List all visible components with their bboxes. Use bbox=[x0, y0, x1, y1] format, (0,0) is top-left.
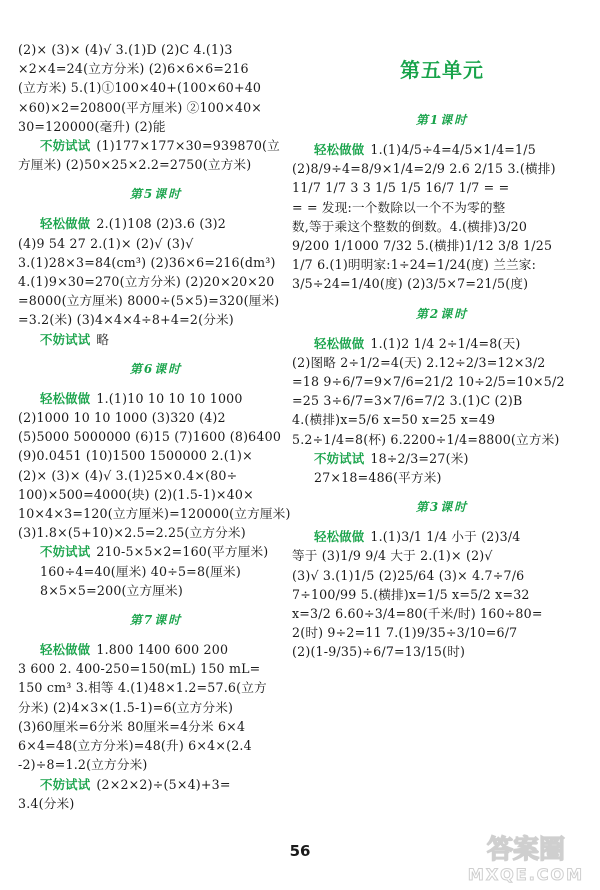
answer-line bbox=[18, 542, 294, 561]
answer-text: 3.4(分米) bbox=[18, 795, 75, 811]
exercise-label: 轻松做做 bbox=[314, 142, 365, 157]
answer-line bbox=[18, 485, 294, 504]
watermark-bottom: MXQE.COM bbox=[467, 865, 585, 884]
left-column bbox=[18, 40, 294, 813]
answer-line bbox=[292, 604, 592, 623]
answer-line bbox=[292, 198, 592, 217]
answer-line bbox=[292, 372, 592, 391]
answer-text: 等于 (3)1/9 9/4 大于 2.(1)× (2)√ bbox=[292, 548, 493, 564]
answer-text: (2)8/9÷4=8/9×1/4=2/9 2.6 2/15 3.(横排) bbox=[292, 161, 556, 177]
answer-text: 分米) (2)4×3×(1.5-1)=6(立方分米) bbox=[18, 699, 234, 715]
exercise-label: 不妨试试 bbox=[314, 450, 365, 466]
answer-line bbox=[292, 178, 592, 197]
answer-line bbox=[18, 446, 294, 465]
answer-line bbox=[18, 234, 294, 253]
answer-line bbox=[292, 353, 592, 372]
answer-text: 方厘米) (2)50×25×2.2=2750(立方米) bbox=[18, 157, 252, 173]
section-heading: 第7课时 bbox=[129, 613, 183, 628]
section-heading: 第1课时 bbox=[415, 113, 469, 127]
answer-line bbox=[18, 581, 294, 600]
answer-text: 2.(1)108 (2)3.6 (3)2 bbox=[96, 216, 226, 232]
answer-line bbox=[292, 217, 592, 236]
answer-line bbox=[18, 698, 294, 717]
answer-text: (2)× (3)× (4)√ 3.(1)25×0.4×(80÷ bbox=[18, 467, 238, 483]
answer-line bbox=[18, 717, 294, 736]
answer-line bbox=[18, 117, 294, 136]
answer-text: (2)× (3)× (4)√ 3.(1)D (2)C 4.(1)3 bbox=[18, 42, 233, 57]
answer-line bbox=[18, 253, 294, 272]
answer-text: (9)0.0451 (10)1500 1500000 2.(1)× bbox=[18, 448, 253, 464]
answer-text: 18÷2/3=27(米) bbox=[370, 450, 469, 466]
answer-text: 160÷4=40(厘米) 40÷5=8(厘米) bbox=[40, 563, 241, 579]
answer-text: 9/200 1/1000 7/32 5.(横排)1/12 3/8 1/25 bbox=[292, 238, 553, 254]
answer-line bbox=[292, 255, 592, 274]
answer-line bbox=[18, 504, 294, 523]
answer-line bbox=[18, 755, 294, 774]
answer-text: 4.(1)9×30=270(立方分米) (2)20×20×20 bbox=[18, 274, 275, 290]
answer-line bbox=[292, 159, 592, 178]
answer-line bbox=[18, 310, 294, 329]
answer-line bbox=[18, 155, 294, 174]
section-heading: 第3课时 bbox=[415, 500, 469, 515]
answer-line bbox=[292, 410, 592, 429]
answer-text: (3)√ 3.(1)1/5 (2)25/64 (3)× 4.7÷7/6 bbox=[292, 567, 525, 583]
answer-text: =3.2(米) (3)4×4×4÷8+4=2(分米) bbox=[18, 312, 234, 328]
answer-text: 略 bbox=[96, 331, 110, 347]
section-heading: 第5课时 bbox=[129, 187, 183, 202]
answer-text: (5)5000 5000000 (6)15 (7)1600 (8)6400 bbox=[18, 429, 282, 445]
answer-line bbox=[292, 585, 592, 604]
answer-text: ×60)×2=20800(平方厘米) ②100×40× bbox=[18, 99, 263, 115]
answer-text: 3 600 2. 400-250=150(mL) 150 mL= bbox=[18, 661, 261, 677]
answer-line bbox=[18, 136, 294, 155]
answer-line bbox=[18, 562, 294, 581]
page-number: 56 bbox=[289, 842, 311, 860]
answer-line bbox=[292, 391, 592, 410]
answer-text: (2×2×2)÷(5×4)+3= bbox=[96, 776, 231, 792]
answer-line bbox=[18, 427, 294, 446]
answer-text: 1.(1)3/1 1/4 小于 (2)3/4 bbox=[370, 529, 521, 545]
watermark-top: 答案圈 bbox=[486, 835, 566, 865]
exercise-label: 不妨试试 bbox=[40, 544, 91, 560]
answer-line bbox=[18, 214, 294, 233]
answer-line bbox=[292, 546, 592, 565]
answer-text: = = 发现:一个数除以一个不为零的整 bbox=[292, 199, 506, 215]
answer-text: 10×4×3=120(立方厘米)=120000(立方厘米) bbox=[18, 506, 291, 522]
answer-text: (1)177×177×30=939870(立 bbox=[96, 138, 280, 154]
answer-text: (2)(1-9/35)÷6/7=13/15(时) bbox=[292, 644, 466, 660]
answer-line bbox=[18, 98, 294, 117]
answer-text: (2)图略 2÷1/2=4(天) 2.12÷2/3=12×3/2 bbox=[292, 354, 546, 370]
answer-text: =8000(立方厘米) 8000÷(5×5)=320(厘米) bbox=[18, 293, 280, 309]
exercise-label: 轻松做做 bbox=[314, 529, 365, 545]
answer-line bbox=[18, 659, 294, 678]
answer-text: 5.2÷1/4=8(杯) 6.2200÷1/4=8800(立方米) bbox=[292, 431, 560, 447]
answer-line bbox=[292, 468, 592, 487]
answer-line bbox=[292, 527, 592, 546]
answer-line bbox=[292, 334, 592, 353]
answer-line bbox=[18, 794, 294, 813]
exercise-label: 不妨试试 bbox=[40, 776, 91, 792]
answer-line bbox=[292, 566, 592, 585]
exercise-label: 轻松做做 bbox=[40, 216, 91, 232]
answer-text: (3)1.8×(5+10)×2.5=2.25(立方分米) bbox=[18, 525, 246, 541]
answer-text: 7÷100/99 5.(横排)x=1/5 x=5/2 x=32 bbox=[292, 586, 530, 602]
exercise-label: 不妨试试 bbox=[40, 138, 91, 154]
unit-title: 第五单元 bbox=[400, 58, 484, 82]
answer-line bbox=[292, 140, 592, 159]
answer-line bbox=[292, 274, 592, 293]
exercise-label: 轻松做做 bbox=[40, 390, 91, 406]
answer-text: 1.(1)10 10 10 10 1000 bbox=[96, 390, 243, 406]
answer-line bbox=[292, 449, 592, 468]
answer-line bbox=[18, 40, 294, 59]
answer-text: 2(时) 9÷2=11 7.(1)9/35÷3/10=6/7 bbox=[292, 625, 518, 641]
answer-text: 1.(1)4/5÷4=4/5×1/4=1/5 bbox=[370, 142, 536, 157]
answer-line bbox=[18, 408, 294, 427]
answer-text: (4)9 54 27 2.(1)× (2)√ (3)√ bbox=[18, 235, 194, 251]
answer-text: 1.800 1400 600 200 bbox=[96, 642, 229, 658]
exercise-label: 轻松做做 bbox=[314, 335, 365, 351]
answer-text: -2)÷8=1.2(立方分米) bbox=[18, 757, 148, 773]
section-heading: 第6课时 bbox=[129, 361, 183, 376]
answer-line bbox=[18, 59, 294, 78]
answer-text: 6×4=48(立方分米)=48(升) 6×4×(2.4 bbox=[18, 738, 252, 754]
answer-line bbox=[18, 736, 294, 755]
right-column bbox=[292, 40, 592, 662]
answer-text: ×2×4=24(立方分米) (2)6×6×6=216 bbox=[18, 61, 249, 77]
answer-text: 3.(1)28×3=84(cm³) (2)36×6=216(dm³) bbox=[18, 254, 276, 270]
answer-line bbox=[18, 291, 294, 310]
answer-text: 4.(横排)x=5/6 x=50 x=25 x=49 bbox=[292, 412, 496, 428]
answer-text: (立方米) 5.(1)①100×40+(100×60+40 bbox=[18, 80, 262, 96]
answer-line bbox=[18, 78, 294, 97]
answer-line bbox=[292, 623, 592, 642]
answer-text: 1.(1)2 1/4 2÷1/4=8(天) bbox=[370, 335, 521, 351]
answer-line bbox=[292, 236, 592, 255]
answer-text: x=3/2 6.60÷3/4=80(千米/时) 160÷80= bbox=[292, 606, 543, 622]
answer-text: (3)60厘米=6分米 80厘米=4分米 6×4 bbox=[18, 718, 246, 734]
section-heading: 第2课时 bbox=[415, 306, 469, 321]
watermark-logo bbox=[460, 828, 592, 884]
answer-line bbox=[18, 523, 294, 542]
answer-line bbox=[18, 775, 294, 794]
exercise-label: 轻松做做 bbox=[40, 642, 91, 658]
answer-text: 1/7 6.(1)明明家:1÷24=1/24(度) 兰兰家: bbox=[292, 257, 537, 273]
answer-line bbox=[18, 640, 294, 659]
answer-text: 210-5×5×2=160(平方厘米) bbox=[96, 544, 269, 560]
answer-text: 11/7 1/7 3 3 1/5 1/5 16/7 1/7 = = bbox=[292, 180, 510, 196]
answer-line bbox=[18, 272, 294, 291]
answer-line bbox=[292, 642, 592, 661]
answer-text: =25 3÷6/7=3×7/6=7/2 3.(1)C (2)B bbox=[292, 393, 523, 409]
answer-text: 3/5÷24=1/40(度) (2)3/5×7=21/5(度) bbox=[292, 276, 529, 292]
answer-text: 150 cm³ 3.相等 4.(1)48×1.2=57.6(立方 bbox=[18, 680, 267, 696]
answer-line bbox=[18, 389, 294, 408]
answer-line bbox=[18, 466, 294, 485]
answer-text: 27×18=486(平方米) bbox=[314, 470, 442, 486]
answer-text: (2)1000 10 10 1000 (3)320 (4)2 bbox=[18, 410, 226, 426]
answer-text: 8×5×5=200(立方厘米) bbox=[40, 582, 183, 598]
exercise-label: 不妨试试 bbox=[40, 331, 91, 347]
answer-text: 100)×500=4000(块) (2)(1.5-1)×40× bbox=[18, 486, 254, 502]
answer-text: 数,等于乘这个整数的倒数。4.(横排)3/20 bbox=[292, 218, 528, 234]
answer-line bbox=[18, 330, 294, 349]
answer-line bbox=[18, 678, 294, 697]
answer-text: 30=120000(毫升) (2)能 bbox=[18, 118, 166, 134]
answer-line bbox=[292, 430, 592, 449]
answer-text: =18 9÷6/7=9×7/6=21/2 10÷2/5=10×5/2 bbox=[292, 374, 565, 390]
